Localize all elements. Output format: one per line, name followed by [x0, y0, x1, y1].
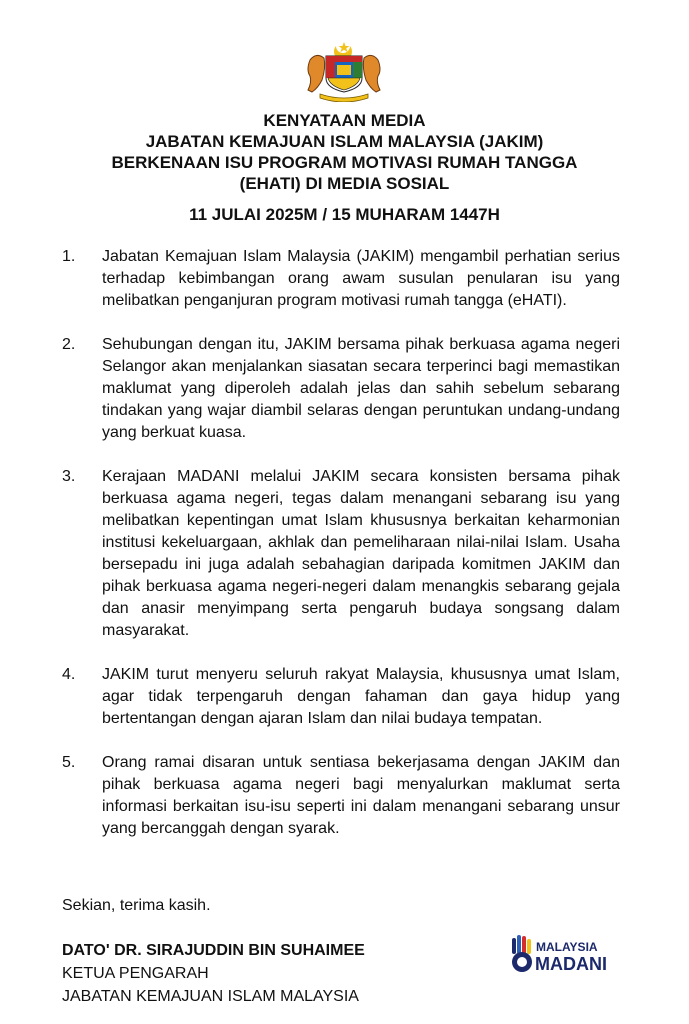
statement-heading — [40, 110, 649, 194]
closing-text: Sekian, terima kasih. — [62, 897, 211, 914]
coat-of-arms-icon — [296, 40, 392, 102]
statement-date: 11 JULAI 2025M / 15 MUHARAM 1447H — [189, 205, 500, 224]
signatory-department: JABATAN KEMAJUAN ISLAM MALAYSIA — [62, 988, 359, 1005]
paragraph-number: 2. — [62, 336, 76, 353]
logo-text-malaysia: MALAYSIA — [536, 940, 598, 954]
paragraph-2 — [62, 334, 620, 444]
heading-line-1: KENYATAAN MEDIA — [263, 111, 426, 130]
paragraph-3 — [62, 466, 620, 642]
paragraph-text: Sehubungan dengan itu, JAKIM bersama pihak berkuasa agama negeri Selangor akan menjalankan siasatan secara terperinci bagi memastikan maklumat yang diperoleh adalah jelas dan sahih sebelum sebarang tindakan yang wajar diambil selaras dengan peruntukan undang-undang yang berkuat kuasa. — [102, 336, 620, 441]
statement-paragraphs — [62, 246, 620, 862]
paragraph-number: 4. — [62, 666, 76, 683]
signatory-title: KETUA PENGARAH — [62, 965, 209, 982]
paragraph-1 — [62, 246, 620, 312]
paragraph-4 — [62, 664, 620, 730]
heading-line-3: BERKENAAN ISU PROGRAM MOTIVASI RUMAH TANGGA — [111, 153, 578, 172]
paragraph-text: Kerajaan MADANI melalui JAKIM secara konsisten bersama pihak berkuasa agama negeri, tegas dalam menangani sebarang isu yang melibatkan kepentingan umat Islam khususnya berkaitan keharmonian institusi kekeluargaan, akhlak dan pemeliharaan nilai-nilai Islam. Usaha bersepadu ini juga adalah sebahagian daripada komitmen JAKIM dan pihak berkuasa agama negeri-negeri dalam menangkis sebarang gejala dan anasir menyimpang serta pengaruh budaya songsang dalam masyarakat. — [102, 468, 620, 639]
heading-line-4: (EHATI) DI MEDIA SOSIAL — [239, 174, 450, 193]
paragraph-number: 1. — [62, 248, 76, 265]
signature-block — [62, 939, 365, 1008]
malaysia-madani-logo — [510, 934, 620, 974]
paragraph-number: 3. — [62, 468, 76, 485]
madani-hand-icon — [512, 935, 532, 972]
heading-line-2: JABATAN KEMAJUAN ISLAM MALAYSIA (JAKIM) — [145, 132, 544, 151]
paragraph-number: 5. — [62, 754, 76, 771]
signatory-name: DATO' DR. SIRAJUDDIN BIN SUHAIMEE — [62, 942, 365, 959]
paragraph-text: Orang ramai disaran untuk sentiasa bekerjasama dengan JAKIM dan pihak berkuasa agama negeri bagi menyalurkan maklumat serta informasi berkaitan isu-isu seperti ini dalam menangani sebarang unsur yang bercanggah dengan syarak. — [102, 754, 620, 837]
paragraph-text: Jabatan Kemajuan Islam Malaysia (JAKIM) mengambil perhatian serius terhadap kebimbangan orang awam susulan penularan isu yang melibatkan penganjuran program motivasi rumah tangga (eHATI). — [102, 248, 620, 309]
paragraph-text: JAKIM turut menyeru seluruh rakyat Malaysia, khususnya umat Islam, agar tidak terpengaruh dengan fahaman dan gaya hidup yang bertentangan dengan ajaran Islam dan nilai budaya tempatan. — [102, 666, 620, 727]
paragraph-5 — [62, 752, 620, 840]
logo-text-madani: MADANI — [535, 954, 607, 974]
